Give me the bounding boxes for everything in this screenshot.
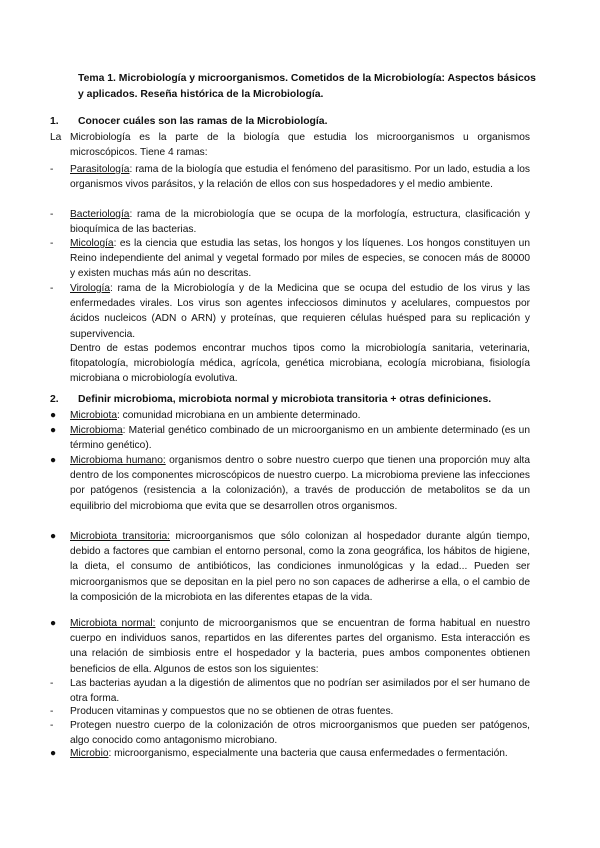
- definition: : rama de la microbiología que se ocupa de la morfología, estructura, clasificación y bioquímica de las bacterias.: [70, 209, 530, 236]
- list-item-benefit: Las bacterias ayudan a la digestión de alimentos que no podrían ser asimilados por el ser humano de otra forma.: [70, 678, 530, 705]
- term: Microbioma humano:: [70, 455, 166, 466]
- list-item-microbiota: [70, 408, 530, 423]
- definition: : es la ciencia que estudia las setas, los hongos y los líquenes. Los hongos constituyen un Reino independiente del animal y vegetal formado por miles de especies, se conocen más de 80000 y existen muchas más aún no descritas.: [70, 238, 530, 280]
- bullet-marker: ●: [50, 455, 57, 466]
- list-item-parasitologia: [70, 162, 530, 192]
- section-2-title: Definir microbioma, microbiota normal y microbiota transitoria + otras definiciones.: [78, 394, 492, 405]
- section-1-heading: [50, 114, 550, 129]
- bullet-marker: ●: [50, 410, 57, 421]
- list-item-benefit: Protegen nuestro cuerpo de la colonización de otros microorganismos que pueden ser patógenos, algo conocido como antagonismo microbiano.: [70, 720, 530, 747]
- list-item-microbioma: [70, 423, 530, 453]
- list-marker: -: [50, 678, 54, 689]
- definition: : Material genético combinado de un microorganismo en un ambiente determinado (es un término genético).: [70, 425, 530, 452]
- list-marker: -: [50, 283, 54, 294]
- definition: : rama de la biología que estudia el fenómeno del parasitismo. Por un lado, estudia a los organismos vivos parásitos, y la relación de ellos con sus hospedadores y el medio ambiente.: [70, 164, 530, 191]
- term: Microbio: [70, 748, 109, 759]
- bullet-marker: ●: [50, 425, 57, 436]
- definition: microorganismos que sólo colonizan al hospedador durante algún tiempo, debido a factores que cambian el entorno personal, como la zona geográfica, los hábitos de higiene, la dieta, el consumo de antibióticos, las condiciones inmunológicas y la edad... Pueden ser microorganismos que se depositan en la piel pero no son capaces de adherirse a ella, o el cambio de la composición de la microbiota en las diferentes etapas de la vida.: [70, 531, 530, 603]
- section-1-closing: Dentro de estas podemos encontrar muchos tipos como la microbiología sanitaria, veterinaria, fitopatología, microbiología médica, agrícola, genética microbiana, ecología microbiana, fisiología microbiana o microbiología evolutiva.: [70, 343, 530, 385]
- bullet-marker: ●: [50, 748, 57, 759]
- list-item-microbioma-humano: [70, 453, 530, 514]
- list-item-microbiota-normal: [70, 616, 530, 677]
- term: Microbioma: [70, 425, 123, 436]
- term: Microbiota normal:: [70, 618, 156, 629]
- definition: conjunto de microorganismos que se encuentran de forma habitual en nuestro cuerpo en individuos sanos, repartidos en las diferentes partes del organismo. Esta interacción es una relación de simbiosis entre el hospedador y la bacteria, pues ambos componentes obtienen beneficios de ella. Algunos de estos son los siguientes:: [70, 618, 530, 675]
- list-marker: -: [50, 238, 54, 249]
- term: Microbiota transitoria:: [70, 531, 171, 542]
- definition: organismos dentro o sobre nuestro cuerpo que tienen una proporción muy alta dentro de los componentes microscópicos de nuestro cuerpo. La microbioma previene las infecciones por patógenos (resistencia a la colonización), a través de producción de metabolitos se da un equilibrio del microbioma que evita que se desarrollen otros organismos.: [70, 455, 530, 512]
- term: Micología: [70, 238, 114, 249]
- list-item-virologia: [70, 281, 530, 342]
- list-item-bacteriologia: [70, 207, 530, 237]
- section-1-title: Conocer cuáles son las ramas de la Microbiología.: [78, 116, 328, 127]
- section-1-number: 1.: [50, 116, 59, 127]
- intro-lead: La: [50, 132, 62, 143]
- term: Parasitología: [70, 164, 130, 175]
- list-item-microbio: [70, 746, 530, 761]
- list-marker: -: [50, 209, 54, 220]
- definition: : comunidad microbiana en un ambiente determinado.: [117, 410, 361, 421]
- bullet-marker: ●: [50, 618, 57, 629]
- list-marker: -: [50, 706, 54, 717]
- list-item-microbiota-transitoria: [70, 529, 530, 605]
- list-marker: -: [50, 164, 54, 175]
- term: Virología: [70, 283, 111, 294]
- list-item-micologia: [70, 236, 530, 282]
- term: Bacteriología: [70, 209, 130, 220]
- section-2-heading: [50, 392, 550, 407]
- definition: : rama de la Microbiología y de la Medicina que se ocupa del estudio de los virus y las enfermedades virales. Los virus son agentes infecciosos diminutos y acelulares, compuestos por ácidos nucleicos (ADN o ARN) y proteínas, que requieren células huésped para su replicación y supervivencia.: [70, 283, 530, 340]
- section-1-intro: Microbiología es la parte de la biología que estudia los microorganismos u organismos microscópicos. Tiene 4 ramas:: [70, 132, 530, 159]
- list-marker: -: [50, 720, 54, 731]
- definition: : microorganismo, especialmente una bacteria que causa enfermedades o fermentación.: [108, 748, 508, 759]
- list-item-benefit: Producen vitaminas y compuestos que no se obtienen de otras fuentes.: [70, 706, 394, 717]
- term: Microbiota: [70, 410, 117, 421]
- section-2-number: 2.: [50, 394, 59, 405]
- bullet-marker: ●: [50, 531, 57, 542]
- document-title: Tema 1. Microbiología y microorganismos. Cometidos de la Microbiología: Aspectos básicos y aplicados. Reseña histórica de la Microbiología.: [78, 73, 536, 100]
